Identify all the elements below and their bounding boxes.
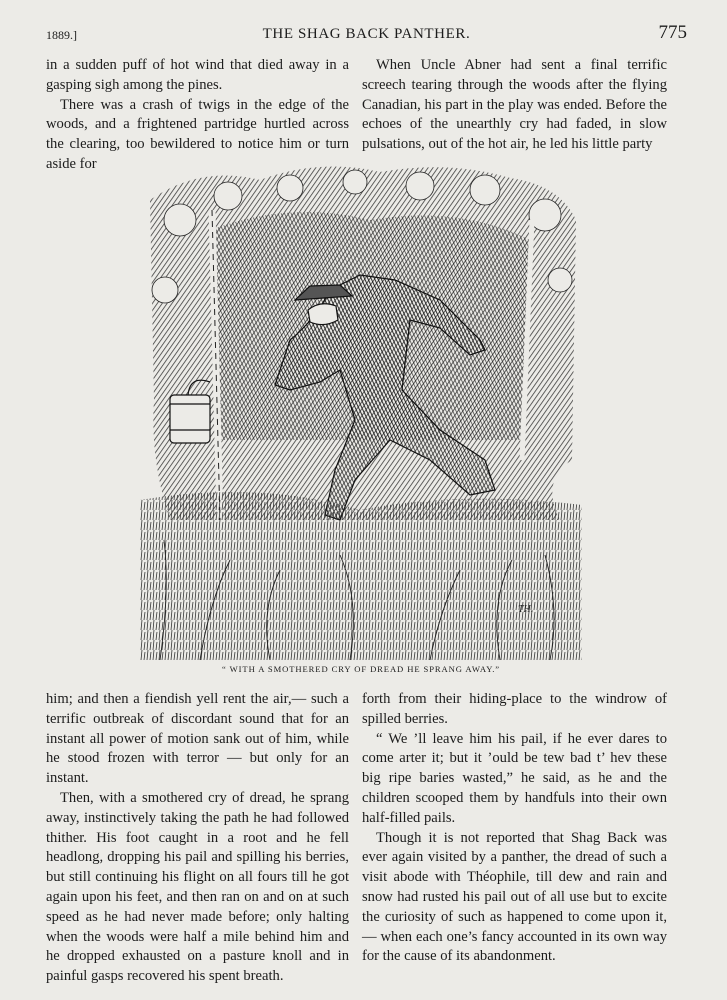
top-left-column — [46, 56, 349, 175]
running-title: THE SHAG BACK PANTHER. — [262, 26, 471, 42]
engraving-illustration — [140, 160, 582, 660]
bottom-left-column — [46, 690, 349, 987]
paragraph: There was a crash of twigs in the edge of the woods, and a frightened partridge hurtled across the clearing, too bewildered to notice him or turn aside for — [46, 96, 349, 172]
running-header — [46, 22, 687, 46]
paragraph: “ We ’ll leave him his pail, if he ever dares to come arter it; but it ’ould be tew bad t’ hev these big ripe baries wasted,” he said, as he and the children scooped them by handfuls into their own half-filled pails. — [362, 730, 667, 826]
paragraph: in a sudden puff of hot wind that died away in a gasping sigh among the pines. — [46, 57, 349, 93]
page-number: 775 — [658, 22, 687, 43]
paragraph: forth from their hiding-place to the windrow of spilled berries. — [362, 691, 667, 727]
paragraph: Though it is not reported that Shag Back was ever again visited by a panther, the dread of such a visit abode with Théophile, till dew and rain and snow had rusted his pail out of all use but to excite the curiosity of such as happened to come upon it,— when each one’s fancy accounted in its own way for the cause of its abandonment. — [362, 829, 667, 965]
paragraph: Then, with a smothered cry of dread, he sprang away, instinctively taking the path he had followed thither. His foot caught in a root and he fell headlong, dropping his pail and spilling his berries, but still continuing his flight on all fours till he got again upon his feet, and then ran on and on at such speed as he had never made before; only halting when the woods were half a mile behind him and he dropped exhausted on a pasture knoll and in painful gasps recovered his spent breath. — [46, 789, 349, 985]
artist-signature: TH. — [518, 604, 534, 615]
paragraph: him; and then a fiendish yell rent the air,— such a terrific outbreak of discordant sound that for an instant all power of motion sank out of him, while he stood frozen with terror — but only for an instant. — [46, 691, 349, 787]
top-right-column — [362, 56, 667, 155]
issue-date: 1889.] — [46, 28, 77, 42]
illustration-drawing — [140, 160, 582, 660]
bottom-right-column — [362, 690, 667, 967]
paragraph: When Uncle Abner had sent a final terrific screech tearing through the woods after the flying Canadian, his part in the play was ended. Before the echoes of the unearthly cry had faded, in slow pulsations, out of the hot air, he led his little party — [362, 57, 667, 153]
figure-caption: “ WITH A SMOTHERED CRY OF DREAD HE SPRANG AWAY.” — [222, 664, 500, 674]
